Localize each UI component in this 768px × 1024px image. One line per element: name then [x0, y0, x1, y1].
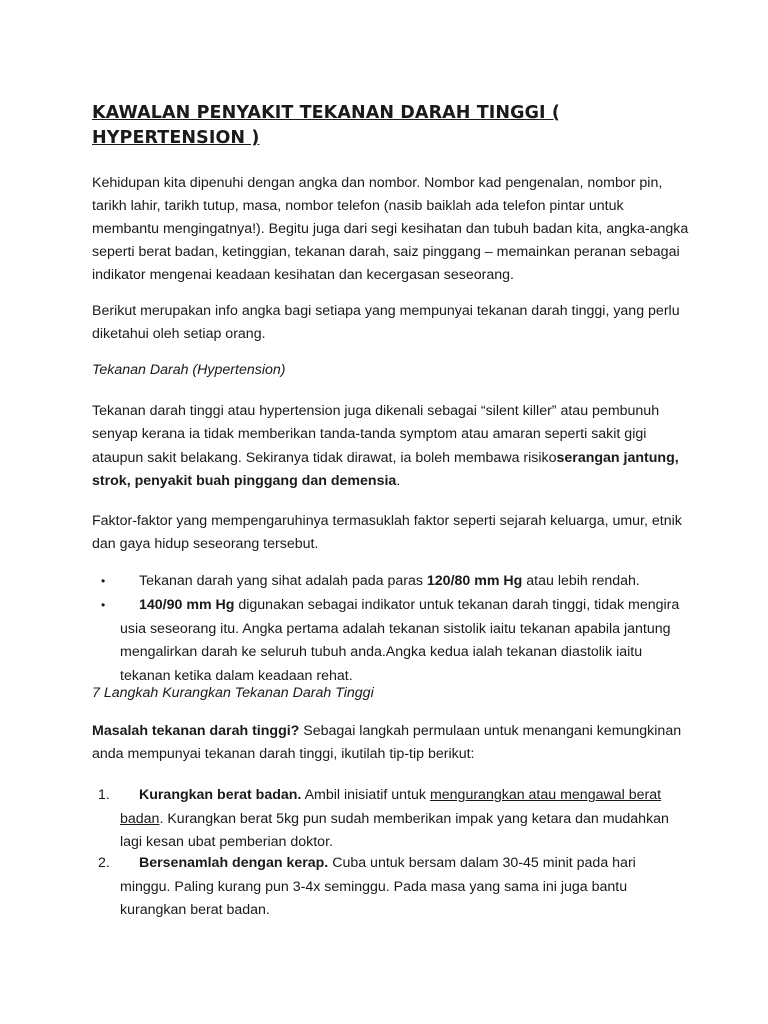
- intro-paragraph: Kehidupan kita dipenuhi dengan angka dan nombor. Nombor kad pengenalan, nombor pin, tarikh lahir, tarikh tutup, masa, nombor telefon (nasib baiklah ada telefon pintar untuk membantu mengingatnya!). Begitu juga dari segi kesihatan dan tubuh badan kita, angka-angka seperti berat badan, ketinggian, tekanan darah, saiz pinggang – memainkan peranan sebagai indikator mengenai keadaan kesihatan dan kecergasan seseorang.: [92, 175, 689, 283]
- hypertension-risks: serangan jantung, strok, penyakit buah pinggang dan demensia: [92, 449, 679, 489]
- item-link[interactable]: mengurangkan atau mengawal berat badan: [120, 787, 662, 827]
- bullet-marker: •: [101, 574, 106, 588]
- item-bold: Kurangkan berat badan.: [139, 787, 302, 803]
- item-number: 1.: [98, 787, 110, 803]
- hypertension-paragraph: [92, 400, 692, 493]
- bullet-rest: atau lebih rendah.: [522, 573, 640, 589]
- bullet-value: 140/90 mm Hg: [139, 597, 235, 613]
- item-number: 2.: [98, 855, 110, 871]
- bullet-text: Tekanan darah yang sihat adalah pada paras: [139, 573, 427, 589]
- hypertension-text: Tekanan darah tinggi atau hypertension juga dikenali sebagai “silent killer” atau pembunuh senyap kerana ia tidak memberikan tanda-tanda symptom atau amaran seperti sakit gigi ataupun sakit belakang. Sekiranya tidak dirawat, ia boleh membawa risiko: [92, 403, 660, 466]
- section-heading-steps: 7 Langkah Kurangkan Tekanan Darah Tinggi: [92, 685, 374, 701]
- question-text: Sebagai langkah permulaan untuk menangani kemungkinan anda mempunyai tekanan darah tinggi, ikutilah tip-tip berikut:: [92, 723, 682, 762]
- item-rest: . Kurangkan berat 5kg pun sudah memberikan impak yang ketara dan mudahkan lagi kesan ubat pemberian doktor.: [120, 810, 669, 850]
- document-title: KAWALAN PENYAKIT TEKANAN DARAH TINGGI ( HYPERTENSION ): [92, 103, 560, 148]
- question-paragraph: [92, 720, 692, 766]
- item-bold: Bersenamlah dengan kerap.: [139, 855, 329, 871]
- section-heading-hypertension: Tekanan Darah (Hypertension): [92, 362, 286, 378]
- factors-paragraph: Faktor-faktor yang mempengaruhinya termasuklah faktor seperti sejarah keluarga, umur, etnik dan gaya hidup seseorang tersebut.: [92, 513, 682, 552]
- hypertension-end: .: [396, 472, 401, 489]
- info-paragraph: Berikut merupakan info angka bagi setiapa yang mempunyai tekanan darah tinggi, yang perlu diketahui oleh setiap orang.: [92, 303, 680, 342]
- item-text: Ambil inisiatif untuk: [301, 787, 430, 803]
- item-text: Cuba untuk bersam dalam 30-45 minit pada hari minggu. Paling kurang pun 3-4x seminggu. Pada masa yang sama ini juga bantu kurangkan berat badan.: [120, 855, 636, 918]
- bullet-rest: digunakan sebagai indikator untuk tekanan darah tinggi, tidak mengira usia seseorang itu. Angka pertama adalah tekanan sistolik iaitu tekanan apabila jantung mengalirkan darah ke seluruh tubuh anda.Angka kedua ialah tekanan diastolik iaitu tekanan ketika dalam keadaan rehat.: [120, 597, 680, 684]
- bullet-value: 120/80 mm Hg: [426, 573, 523, 589]
- question-bold: Masalah tekanan darah tinggi?: [92, 723, 300, 739]
- bullet-marker: •: [101, 598, 106, 612]
